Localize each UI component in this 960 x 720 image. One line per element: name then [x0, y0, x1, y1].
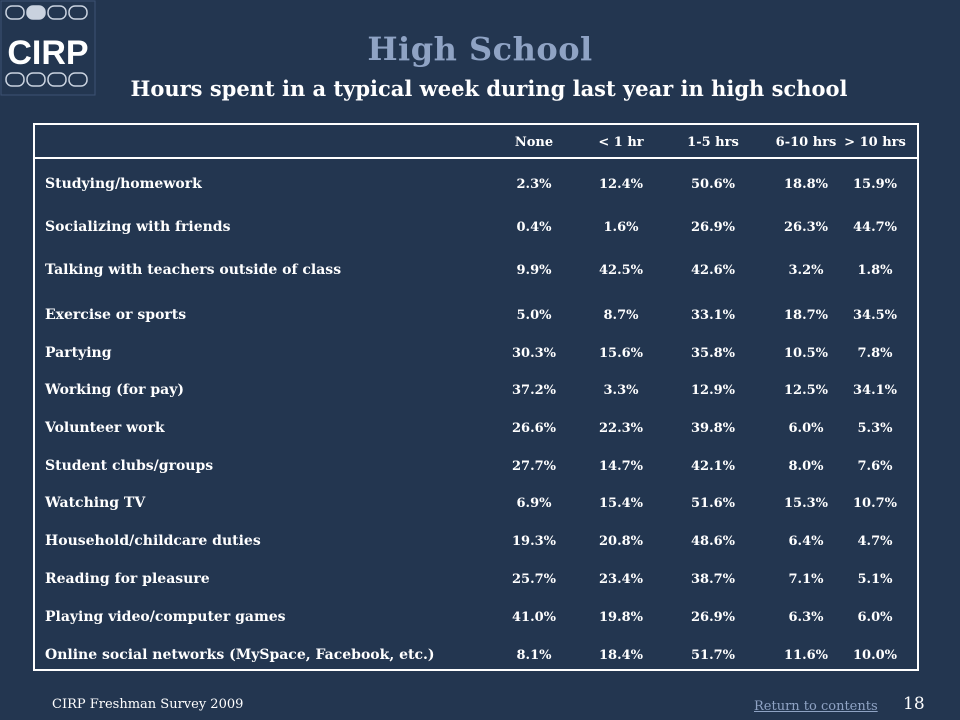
row-label: Student clubs/groups: [45, 458, 214, 474]
table-cell: 6.3%: [788, 610, 824, 625]
table-cell: 37.2%: [511, 383, 556, 398]
table-cell: 5.1%: [857, 572, 893, 587]
table-row: [35, 533, 917, 553]
page-subtitle: Hours spent in a typical week during last year in high school: [130, 76, 848, 101]
table-row: [35, 609, 917, 629]
table-row: [35, 345, 917, 365]
table-cell: 15.9%: [852, 177, 897, 192]
table-cell: 18.7%: [783, 308, 828, 323]
table-cell: 26.9%: [690, 610, 735, 625]
table-cell: 27.7%: [511, 459, 556, 474]
table-row: [35, 382, 917, 402]
return-to-contents-link[interactable]: Return to contents: [754, 699, 878, 714]
table-cell: 7.6%: [857, 459, 893, 474]
table-cell: 12.9%: [690, 383, 735, 398]
table-row: [35, 571, 917, 591]
table-cell: 7.8%: [857, 346, 893, 361]
table-cell: 3.3%: [603, 383, 639, 398]
table-cell: 15.3%: [783, 496, 828, 511]
row-label: Volunteer work: [45, 420, 165, 436]
table-cell: 1.6%: [603, 220, 639, 235]
table-cell: 30.3%: [511, 346, 556, 361]
table-row: [35, 262, 917, 282]
table-cell: 42.1%: [690, 459, 735, 474]
table-cell: 7.1%: [788, 572, 824, 587]
table-row: [35, 176, 917, 196]
row-label: Partying: [45, 345, 112, 361]
table-cell: 34.5%: [852, 308, 897, 323]
table-cell: 5.0%: [516, 308, 552, 323]
table-row: [35, 307, 917, 327]
column-header: > 10 hrs: [844, 135, 906, 150]
row-label: Socializing with friends: [45, 219, 231, 235]
table-row: [35, 647, 917, 667]
table-cell: 22.3%: [598, 421, 643, 436]
table-cell: 18.4%: [598, 648, 643, 663]
table-cell: 48.6%: [690, 534, 735, 549]
column-header: < 1 hr: [598, 135, 644, 150]
column-header: None: [514, 135, 554, 150]
table-cell: 12.4%: [598, 177, 643, 192]
table-cell: 26.9%: [690, 220, 735, 235]
table-cell: 34.1%: [852, 383, 897, 398]
table-row: [35, 219, 917, 239]
table-row: [35, 458, 917, 478]
table-cell: 26.3%: [783, 220, 828, 235]
row-label: Exercise or sports: [45, 307, 187, 323]
table-cell: 15.4%: [598, 496, 643, 511]
table-cell: 41.0%: [511, 610, 556, 625]
table-cell: 38.7%: [690, 572, 735, 587]
table-cell: 25.7%: [511, 572, 556, 587]
row-label: Reading for pleasure: [45, 571, 210, 587]
row-label: Talking with teachers outside of class: [45, 262, 342, 278]
row-label: Household/childcare duties: [45, 533, 261, 549]
table-cell: 19.3%: [511, 534, 556, 549]
table-cell: 12.5%: [783, 383, 828, 398]
table-cell: 20.8%: [598, 534, 643, 549]
table-cell: 50.6%: [690, 177, 735, 192]
table-cell: 15.6%: [598, 346, 643, 361]
table-cell: 14.7%: [598, 459, 643, 474]
table-cell: 8.1%: [516, 648, 552, 663]
table-cell: 3.2%: [788, 263, 824, 278]
table-cell: 1.8%: [857, 263, 893, 278]
table-cell: 6.4%: [788, 534, 824, 549]
table-cell: 19.8%: [598, 610, 643, 625]
logo-text: CIRP: [7, 34, 89, 72]
table-row: [35, 420, 917, 440]
table-cell: 33.1%: [690, 308, 735, 323]
table-cell: 39.8%: [690, 421, 735, 436]
table-cell: 8.7%: [603, 308, 639, 323]
table-cell: 5.3%: [857, 421, 893, 436]
table-cell: 10.7%: [852, 496, 897, 511]
row-label: Online social networks (MySpace, Facebook, etc.): [45, 647, 435, 663]
table-cell: 51.7%: [690, 648, 735, 663]
table-cell: 42.6%: [690, 263, 735, 278]
page-number: 18: [903, 694, 925, 714]
table-cell: 9.9%: [516, 263, 552, 278]
table-cell: 11.6%: [783, 648, 828, 663]
table-cell: 0.4%: [516, 220, 552, 235]
row-label: Working (for pay): [45, 382, 185, 398]
table-cell: 4.7%: [857, 534, 893, 549]
page-title: High School: [367, 30, 593, 68]
table-cell: 2.3%: [516, 177, 552, 192]
table-cell: 6.0%: [857, 610, 893, 625]
table-cell: 6.0%: [788, 421, 824, 436]
row-label: Watching TV: [45, 495, 146, 511]
table-cell: 18.8%: [783, 177, 828, 192]
table-cell: 6.9%: [516, 496, 552, 511]
table-cell: 44.7%: [852, 220, 897, 235]
table-cell: 10.5%: [783, 346, 828, 361]
table-cell: 42.5%: [598, 263, 643, 278]
table-header: [35, 125, 917, 159]
row-label: Playing video/computer games: [45, 609, 286, 625]
row-label: Studying/homework: [45, 176, 202, 192]
footer-source: CIRP Freshman Survey 2009: [52, 697, 244, 712]
table-cell: 26.6%: [511, 421, 556, 436]
column-header: 1-5 hrs: [687, 135, 739, 150]
table-cell: 51.6%: [690, 496, 735, 511]
table-cell: 8.0%: [788, 459, 824, 474]
column-header: 6-10 hrs: [775, 135, 837, 150]
hours-table: [33, 123, 919, 671]
table-cell: 10.0%: [852, 648, 897, 663]
table-row: [35, 495, 917, 515]
table-cell: 23.4%: [598, 572, 643, 587]
table-cell: 35.8%: [690, 346, 735, 361]
